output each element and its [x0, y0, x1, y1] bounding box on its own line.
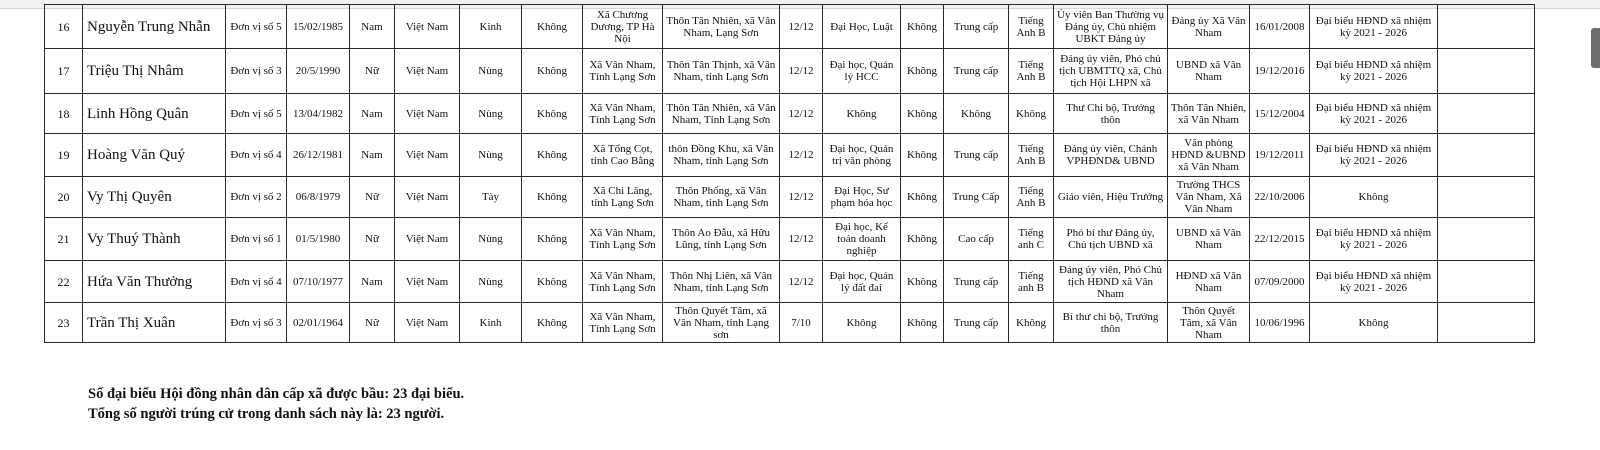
political-theory-cell: Cao cấp: [944, 218, 1009, 261]
ethnicity-cell: Nùng: [460, 261, 522, 303]
ethnicity-cell: Tày: [460, 177, 522, 218]
row-number-cell: 23: [45, 303, 83, 343]
residence-cell: Thôn Tân Nhiên, xã Vân Nham, Lạng Sơn: [663, 5, 780, 49]
nationality-cell: Việt Nam: [395, 94, 460, 134]
foreign-language-cell: Tiếng Anh B: [1009, 5, 1054, 49]
workplace-cell: Thôn Tân Nhiên, xã Vân Nham: [1168, 94, 1250, 134]
nationality-cell: Việt Nam: [395, 5, 460, 49]
party-admission-date-cell: 15/12/2004: [1250, 94, 1310, 134]
general-education-cell: 12/12: [780, 134, 823, 177]
nationality-cell: Việt Nam: [395, 177, 460, 218]
delegate-name-cell: Triệu Thị Nhâm: [83, 49, 226, 94]
hometown-cell: Xã Vân Nham, Tỉnh Lạng Sơn: [583, 94, 663, 134]
academic-title-cell: Không: [901, 303, 944, 343]
hometown-cell: Xã Tổng Cọt, tỉnh Cao Bằng: [583, 134, 663, 177]
table-row: [45, 303, 1535, 343]
residence-cell: Thôn Ao Đẫu, xã Hữu Lũng, tỉnh Lạng Sơn: [663, 218, 780, 261]
religion-cell: Không: [522, 5, 583, 49]
hometown-cell: Xã Vân Nham, Tỉnh Lạng Sơn: [583, 218, 663, 261]
residence-cell: thôn Đồng Khu, xã Vân Nham, tỉnh Lạng Sơn: [663, 134, 780, 177]
delegate-name-cell: Hoàng Văn Quý: [83, 134, 226, 177]
date-of-birth-cell: 06/8/1979: [287, 177, 350, 218]
workplace-cell: Đảng ủy Xã Vân Nham: [1168, 5, 1250, 49]
electoral-unit-cell: Đơn vị số 3: [226, 303, 287, 343]
religion-cell: Không: [522, 94, 583, 134]
nationality-cell: Việt Nam: [395, 49, 460, 94]
foreign-language-cell: Tiếng Anh B: [1009, 49, 1054, 94]
date-of-birth-cell: 15/02/1985: [287, 5, 350, 49]
party-admission-date-cell: 19/12/2016: [1250, 49, 1310, 94]
empty-cell: [1438, 5, 1535, 49]
residence-cell: Thôn Tân Nhiên, xã Vân Nham, Tỉnh Lạng Sơn: [663, 94, 780, 134]
academic-title-cell: Không: [901, 177, 944, 218]
professional-qualification-cell: Đại học, Quản lý đất đai: [823, 261, 901, 303]
party-admission-date-cell: 19/12/2011: [1250, 134, 1310, 177]
table-row: [45, 5, 1535, 49]
party-admission-date-cell: 07/09/2000: [1250, 261, 1310, 303]
delegate-name-cell: Hứa Văn Thưởng: [83, 261, 226, 303]
foreign-language-cell: Không: [1009, 94, 1054, 134]
position-cell: Bí thư chi bộ, Trưởng thôn: [1054, 303, 1168, 343]
foreign-language-cell: Tiếng Anh B: [1009, 177, 1054, 218]
position-cell: Thư Chi bộ, Trưởng thôn: [1054, 94, 1168, 134]
professional-qualification-cell: Đại học, Quản trị văn phòng: [823, 134, 901, 177]
ethnicity-cell: Kinh: [460, 303, 522, 343]
gender-cell: Nữ: [350, 303, 395, 343]
gender-cell: Nữ: [350, 49, 395, 94]
row-number-cell: 17: [45, 49, 83, 94]
ethnicity-cell: Nùng: [460, 218, 522, 261]
gender-cell: Nam: [350, 94, 395, 134]
table-row: [45, 218, 1535, 261]
academic-title-cell: Không: [901, 261, 944, 303]
empty-cell: [1438, 49, 1535, 94]
religion-cell: Không: [522, 49, 583, 94]
hometown-cell: Xã Vân Nham, Tỉnh Lạng Sơn: [583, 261, 663, 303]
delegate-name-cell: Vy Thị Quyên: [83, 177, 226, 218]
hometown-cell: Xã Vân Nham, Tỉnh Lạng Sơn: [583, 303, 663, 343]
row-number-cell: 18: [45, 94, 83, 134]
position-cell: Đảng ủy viên, Phó Chủ tịch HĐND xã Vân Nham: [1054, 261, 1168, 303]
empty-cell: [1438, 218, 1535, 261]
gender-cell: Nam: [350, 261, 395, 303]
political-theory-cell: Trung cấp: [944, 49, 1009, 94]
workplace-cell: Thôn Quyết Tâm, xã Vân Nham: [1168, 303, 1250, 343]
row-number-cell: 22: [45, 261, 83, 303]
table-row: [45, 177, 1535, 218]
delegate-name-cell: Trần Thị Xuân: [83, 303, 226, 343]
ethnicity-cell: Nùng: [460, 134, 522, 177]
general-education-cell: 12/12: [780, 5, 823, 49]
electoral-unit-cell: Đơn vị số 1: [226, 218, 287, 261]
general-education-cell: 12/12: [780, 177, 823, 218]
religion-cell: Không: [522, 303, 583, 343]
row-number-cell: 20: [45, 177, 83, 218]
date-of-birth-cell: 07/10/1977: [287, 261, 350, 303]
workplace-cell: UBND xã Vân Nham: [1168, 218, 1250, 261]
academic-title-cell: Không: [901, 49, 944, 94]
ethnicity-cell: Nùng: [460, 94, 522, 134]
foreign-language-cell: Tiếng Anh B: [1009, 134, 1054, 177]
electoral-unit-cell: Đơn vị số 4: [226, 261, 287, 303]
general-education-cell: 12/12: [780, 261, 823, 303]
position-cell: Giáo viên, Hiệu Trưởng: [1054, 177, 1168, 218]
academic-title-cell: Không: [901, 218, 944, 261]
ethnicity-cell: Nùng: [460, 49, 522, 94]
religion-cell: Không: [522, 177, 583, 218]
religion-cell: Không: [522, 261, 583, 303]
row-number-cell: 21: [45, 218, 83, 261]
foreign-language-cell: Không: [1009, 303, 1054, 343]
political-theory-cell: Không: [944, 94, 1009, 134]
delegate-term-cell: Không: [1310, 303, 1438, 343]
nationality-cell: Việt Nam: [395, 134, 460, 177]
date-of-birth-cell: 13/04/1982: [287, 94, 350, 134]
academic-title-cell: Không: [901, 94, 944, 134]
gender-cell: Nam: [350, 5, 395, 49]
electoral-unit-cell: Đơn vị số 4: [226, 134, 287, 177]
position-cell: Phó bí thư Đảng ủy, Chủ tịch UBND xã: [1054, 218, 1168, 261]
professional-qualification-cell: Không: [823, 303, 901, 343]
professional-qualification-cell: Không: [823, 94, 901, 134]
delegate-term-cell: Đại biểu HĐND xã nhiệm kỳ 2021 - 2026: [1310, 134, 1438, 177]
professional-qualification-cell: Đại Học, Sư phạm hóa học: [823, 177, 901, 218]
table-row: [45, 134, 1535, 177]
workplace-cell: HĐND xã Vân Nham: [1168, 261, 1250, 303]
general-education-cell: 12/12: [780, 94, 823, 134]
delegate-name-cell: Linh Hồng Quân: [83, 94, 226, 134]
delegate-term-cell: Đại biểu HĐND xã nhiệm kỳ 2021 - 2026: [1310, 94, 1438, 134]
party-admission-date-cell: 22/12/2015: [1250, 218, 1310, 261]
date-of-birth-cell: 02/01/1964: [287, 303, 350, 343]
empty-cell: [1438, 177, 1535, 218]
foreign-language-cell: Tiếng anh B: [1009, 261, 1054, 303]
academic-title-cell: Không: [901, 134, 944, 177]
professional-qualification-cell: Đại học, Kế toán doanh nghiệp: [823, 218, 901, 261]
row-number-cell: 19: [45, 134, 83, 177]
ethnicity-cell: Kinh: [460, 5, 522, 49]
delegate-term-cell: Không: [1310, 177, 1438, 218]
hometown-cell: Xã Chương Dương, TP Hà Nội: [583, 5, 663, 49]
workplace-cell: Trường THCS Vân Nham, Xã Vân Nham: [1168, 177, 1250, 218]
academic-title-cell: Không: [901, 5, 944, 49]
foreign-language-cell: Tiếng anh C: [1009, 218, 1054, 261]
religion-cell: Không: [522, 134, 583, 177]
table-row: [45, 94, 1535, 134]
nationality-cell: Việt Nam: [395, 303, 460, 343]
date-of-birth-cell: 01/5/1980: [287, 218, 350, 261]
summary-total-winners: Tổng số người trúng cử trong danh sách này là: 23 người.: [88, 406, 445, 422]
delegate-term-cell: Đại biểu HĐND xã nhiệm kỳ 2021 - 2026: [1310, 261, 1438, 303]
nationality-cell: Việt Nam: [395, 261, 460, 303]
delegate-term-cell: Đại biểu HĐND xã nhiệm kỳ 2021 - 2026: [1310, 49, 1438, 94]
electoral-unit-cell: Đơn vị số 5: [226, 5, 287, 49]
date-of-birth-cell: 26/12/1981: [287, 134, 350, 177]
workplace-cell: UBND xã Vân Nham: [1168, 49, 1250, 94]
electoral-unit-cell: Đơn vị số 2: [226, 177, 287, 218]
electoral-unit-cell: Đơn vị số 3: [226, 49, 287, 94]
general-education-cell: 12/12: [780, 49, 823, 94]
political-theory-cell: Trung Cấp: [944, 177, 1009, 218]
residence-cell: Thôn Tân Thịnh, xã Vân Nham, tỉnh Lạng Sơn: [663, 49, 780, 94]
political-theory-cell: Trung cấp: [944, 261, 1009, 303]
professional-qualification-cell: Đại học, Quản lý HCC: [823, 49, 901, 94]
gender-cell: Nữ: [350, 218, 395, 261]
political-theory-cell: Trung cấp: [944, 134, 1009, 177]
nationality-cell: Việt Nam: [395, 218, 460, 261]
empty-cell: [1438, 261, 1535, 303]
workplace-cell: Văn phòng HĐND &UBND xã Vân Nham: [1168, 134, 1250, 177]
scrollbar-handle[interactable]: [1591, 28, 1600, 68]
hometown-cell: Xã Vân Nham, Tỉnh Lạng Sơn: [583, 49, 663, 94]
residence-cell: Thôn Nhị Liên, xã Vân Nham, tỉnh Lạng Sơn: [663, 261, 780, 303]
empty-cell: [1438, 303, 1535, 343]
position-cell: Đảng ủy viên, Chánh VPHĐND& UBND: [1054, 134, 1168, 177]
hometown-cell: Xã Chi Lăng, tỉnh Lạng Sơn: [583, 177, 663, 218]
religion-cell: Không: [522, 218, 583, 261]
political-theory-cell: Trung cấp: [944, 5, 1009, 49]
empty-cell: [1438, 134, 1535, 177]
date-of-birth-cell: 20/5/1990: [287, 49, 350, 94]
table-body: [45, 5, 1535, 343]
delegate-term-cell: Đại biểu HĐND xã nhiệm kỳ 2021 - 2026: [1310, 218, 1438, 261]
table-row: [45, 49, 1535, 94]
general-education-cell: 12/12: [780, 218, 823, 261]
position-cell: Đảng ủy viên, Phó chủ tịch UBMTTQ xã, Chủ tịch Hội LHPN xã: [1054, 49, 1168, 94]
general-education-cell: 7/10: [780, 303, 823, 343]
party-admission-date-cell: 22/10/2006: [1250, 177, 1310, 218]
political-theory-cell: Trung cấp: [944, 303, 1009, 343]
gender-cell: Nam: [350, 134, 395, 177]
residence-cell: Thôn Quyết Tâm, xã Vân Nham, tỉnh Lạng sơn: [663, 303, 780, 343]
residence-cell: Thôn Phổng, xã Vân Nham, tỉnh Lạng Sơn: [663, 177, 780, 218]
professional-qualification-cell: Đại Học, Luật: [823, 5, 901, 49]
delegate-name-cell: Vy Thuý Thành: [83, 218, 226, 261]
summary-elected-count: Số đại biểu Hội đồng nhân dân cấp xã được bầu: 23 đại biểu.: [88, 386, 465, 402]
delegate-name-cell: Nguyễn Trung Nhẫn: [83, 5, 226, 49]
table-row: [45, 261, 1535, 303]
row-number-cell: 16: [45, 5, 83, 49]
electoral-unit-cell: Đơn vị số 5: [226, 94, 287, 134]
party-admission-date-cell: 10/06/1996: [1250, 303, 1310, 343]
gender-cell: Nữ: [350, 177, 395, 218]
position-cell: Ủy viên Ban Thường vụ Đảng ủy, Chủ nhiệm UBKT Đảng ủy: [1054, 5, 1168, 49]
elected-delegates-table: [44, 4, 1535, 343]
empty-cell: [1438, 94, 1535, 134]
party-admission-date-cell: 16/01/2008: [1250, 5, 1310, 49]
delegate-term-cell: Đại biểu HĐND xã nhiệm kỳ 2021 - 2026: [1310, 5, 1438, 49]
